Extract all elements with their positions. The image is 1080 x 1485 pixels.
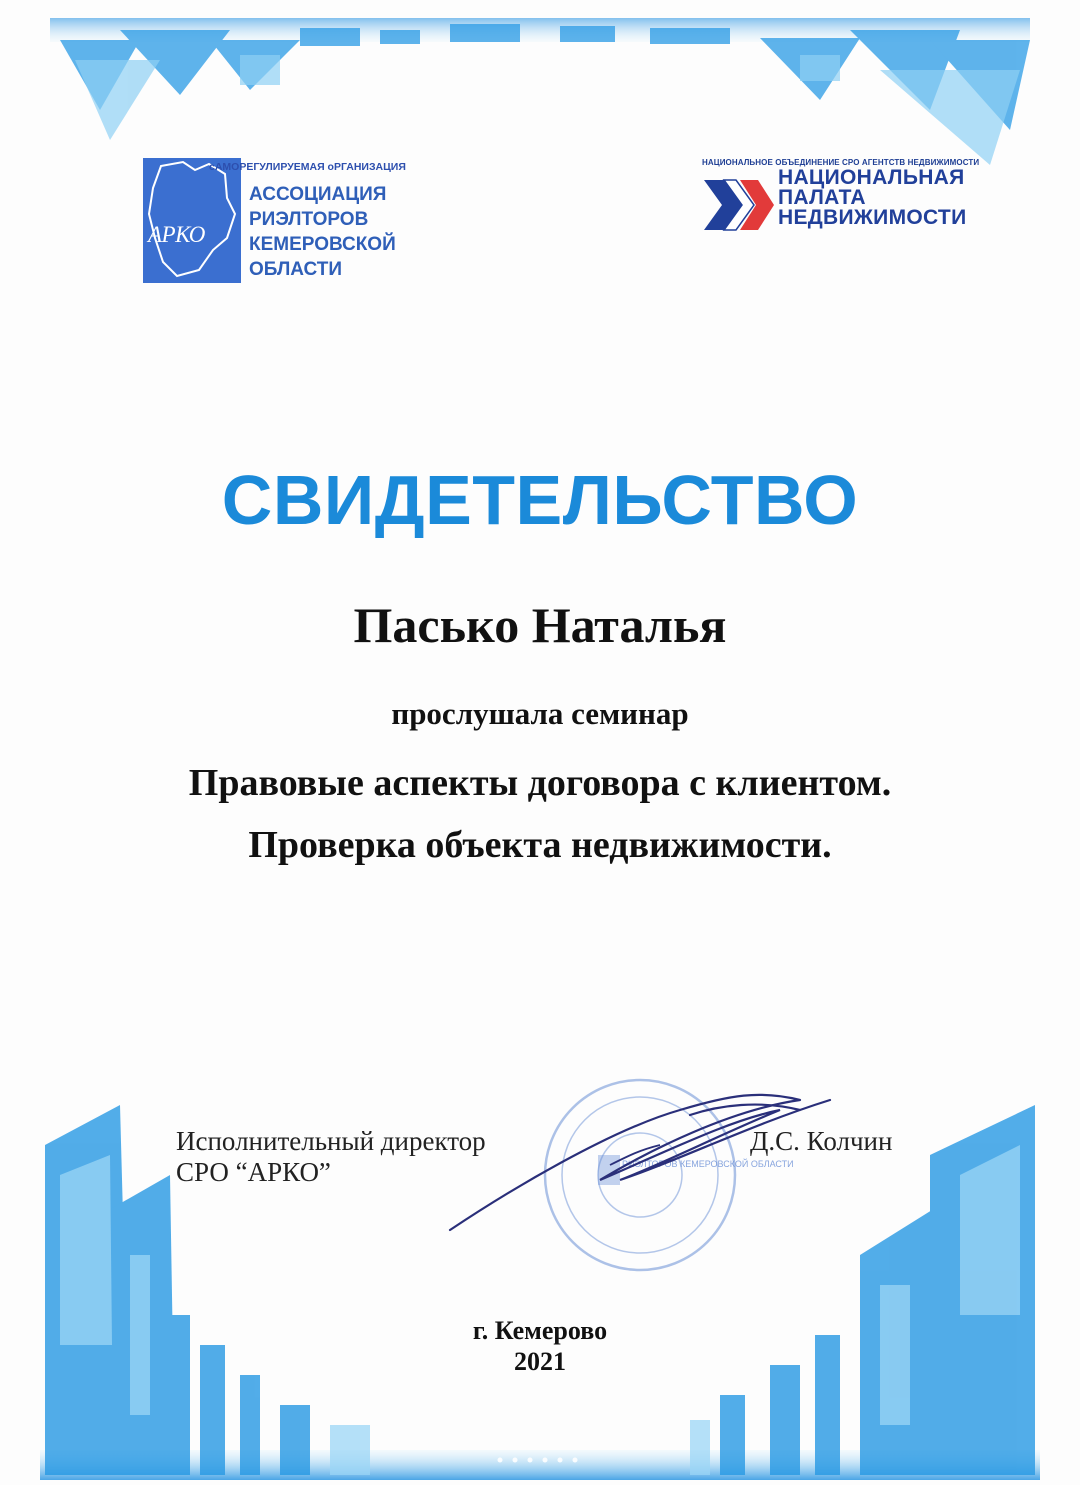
recipient-name: Пасько Наталья [353, 597, 727, 653]
npn-name-line: НАЦИОНАЛЬНАЯ [778, 166, 965, 189]
signatory-position-line: Исполнительный директор [176, 1126, 486, 1156]
arko-logo [143, 158, 413, 288]
arko-logo-mark [143, 158, 241, 283]
city: г. Кемерово [472, 1316, 608, 1345]
region-map-icon [143, 158, 241, 283]
signatory-name: Д.С. Колчин [750, 1126, 893, 1156]
place-and-year [0, 1315, 1080, 1377]
arko-abbr: АРКО [148, 222, 205, 247]
npn-name-line: НЕДВИЖИМОСТИ [778, 206, 967, 229]
signatory-position-line: СРО “АРКО” [176, 1157, 331, 1187]
arko-type-label: сАМОРЕГУЛИРУЕМАЯ оРГАНИЗАЦИЯ [209, 161, 406, 173]
arko-name-line: РИЭЛТОРОВ [249, 209, 369, 230]
npn-logo [702, 156, 1012, 246]
npn-subtitle: НАЦИОНАЛЬНОЕ ОБЪЕДИНЕНИЕ СРО АГЕНТСТВ НЕДВИЖИМОСТИ [702, 158, 980, 167]
chevrons-icon [702, 170, 774, 240]
seminar-title [0, 752, 1080, 876]
year: 2021 [514, 1347, 566, 1376]
seminar-title-line: Проверка объекта недвижимости. [248, 824, 832, 866]
npn-name [778, 168, 966, 228]
top-decoration [0, 0, 1080, 170]
stamp-text: РИЭЛТОРОВ КЕМЕРОВСКОЙ ОБЛАСТИ [622, 1159, 794, 1169]
seminar-title-line: Правовые аспекты договора с клиентом. [188, 762, 892, 804]
npn-name-line: ПАЛАТА [778, 186, 866, 209]
attended-text: прослушала семинар [391, 696, 689, 731]
arko-name-line: ОБЛАСТИ [249, 259, 343, 280]
arko-name-line: КЕМЕРОВСКОЙ [249, 234, 396, 255]
arko-name [249, 182, 396, 282]
arko-name-line: АССОЦИАЦИЯ [249, 184, 387, 205]
certificate-title: СВИДЕТЕЛЬСТВО [221, 461, 859, 539]
